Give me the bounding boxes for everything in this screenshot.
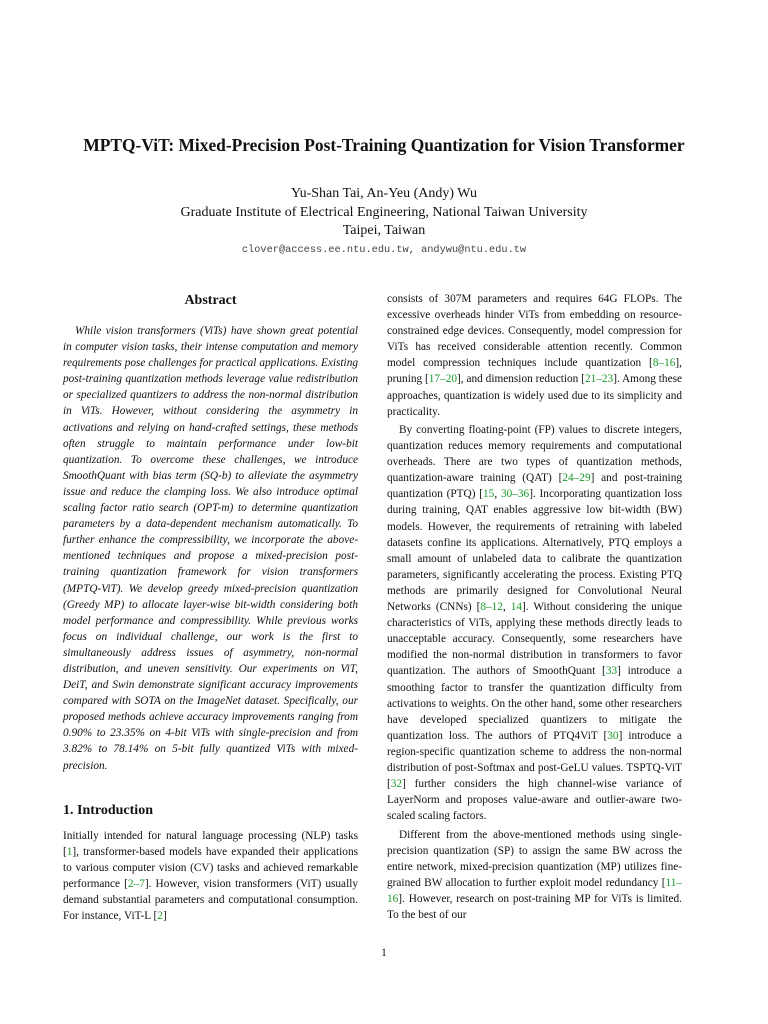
introduction-paragraph-1: Initially intended for natural language processing (NLP) tasks [1], transformer-based models have expanded their applications to various computer vision (CV) tasks and achieved remarkable performance [2–7]. However, vision transformers (ViT) usually demand substantial parameters and computational consumption. For instance, ViT-L [2]	[63, 830, 358, 923]
citation-link[interactable]: 17–20	[428, 373, 458, 386]
citation-link[interactable]: 33	[605, 665, 618, 678]
body-paragraph-2: By converting floating-point (FP) values to discrete integers, quantization reduces memory requirements and computational overheads. There are two types of quantization methods, quantization-aware training (QAT) [24–29] and post-training quantization (PTQ) [15, 30–36]. Incorporating quantization loss during training, QAT enables aggressive low bit-width (BW) models. However, the requirements of retraining with labeled datasets confine its applications. Alternatively, PTQ employs a small amount of unlabeled data to calibrate the quantization parameters, significantly accelerating the process. Existing PTQ methods are primarily designed for Convolutional Neural Networks (CNNs) [8–12, 14]. Without considering the unique characteristics of ViTs, applying these methods directly leads to unacceptable accuracy. Consequently, some researchers have modified the non-normal distribution in transformers to favor quantization. The authors of SmoothQuant [33] introduce a smoothing factor to transfer the quantization difficulty from activations to weights. On the other hand, some other researchers have developed specialized quantizers to mitigate the quantization loss. The authors of PTQ4ViT [30] introduce a region-specific quantization scheme to address the non-normal distribution of post-Softmax and post-GeLU values. TSPTQ-ViT [32] further considers the high channel-wise variance of LayerNorm and proposes value-aware and outlier-aware two-scaled scaling factors.	[387, 424, 682, 823]
body-paragraph-1: consists of 307M parameters and requires 64G FLOPs. The excessive overheads hinder ViTs from embedding on resource-constrained edge devices. Consequently, model compression for ViTs has received considerable attention recently. Common model compression techniques include quantization [8–16], pruning [17–20], and dimension reduction [21–23]. Among these approaches, quantization is widely used due to its simplicity and practicality.	[387, 293, 683, 418]
citation-link[interactable]: 32	[390, 778, 403, 791]
paper-location: Taipei, Taiwan	[342, 223, 426, 238]
citation-link[interactable]: 30–36	[500, 488, 530, 501]
abstract-text: While vision transformers (ViTs) have shown great potential in computer vision tasks, their intense computation and memory requirements pose challenges for practical applications. Existing post-training quantization methods leverage value redistribution or specialized quantizers to address the non-normal distribution in ViTs. However, without considering the asymmetry in activations and relying on hand-crafted settings, these methods often struggle to maintain performance under low-bit quantization. To overcome these challenges, we introduce SmoothQuant with bias term (SQ-b) to alleviate the asymmetry issue and reduce the clamping loss. We also introduce optimal scaling factor ratio search (OPT-m) to determine quantization parameters by a data-dependent mechanism automatically. To further enhance the compressibility, we incorporate the above-mentioned techniques and propose a mixed-precision post-training quantization framework for vision transformers (MPTQ-ViT). We develop greedy mixed-precision quantization (Greedy MP) to allocate layer-wise bit-width considering both model performance and compressibility. While previous works focus on individual challenge, our work is the first to simultaneously address issues of asymmetry, non-normal distribution, and uneven sensitivity. Our experiments on ViT, DeiT, and Swin demonstrate significant accuracy improvements compared with SOTA on the ImageNet dataset. Specifically, our proposed methods achieve accuracy improvements ranging from 0.90% to 23.35% on 4-bit ViTs with single-precision and from 3.82% to 78.14% on 5-bit fully quantized ViTs with mixed-precision.	[63, 325, 358, 772]
citation-link[interactable]: 14	[510, 601, 523, 614]
citation-link[interactable]: 1	[66, 846, 73, 859]
page-number: 1	[381, 947, 387, 959]
citation-link[interactable]: 11–16	[387, 877, 682, 906]
citation-link[interactable]: 21–23	[584, 373, 614, 386]
paper-authors: Yu-Shan Tai, An-Yeu (Andy) Wu	[291, 186, 477, 201]
citation-link[interactable]: 8–16	[652, 357, 676, 370]
introduction-heading: 1. Introduction	[63, 803, 153, 818]
citation-link[interactable]: 24–29	[562, 472, 591, 485]
citation-link[interactable]: 2	[157, 910, 163, 923]
citation-link[interactable]: 30	[607, 729, 619, 742]
citation-link[interactable]: 8–12	[480, 601, 503, 614]
paper-emails: clover@access.ee.ntu.edu.tw, andywu@ntu.edu.tw	[241, 244, 527, 256]
paper-affiliation: Graduate Institute of Electrical Engineering, National Taiwan University	[180, 205, 588, 220]
citation-link[interactable]: 15	[483, 488, 495, 501]
citation-link[interactable]: 2–7	[127, 878, 145, 891]
paper-title: MPTQ-ViT: Mixed-Precision Post-Training Quantization for Vision Transformer	[83, 135, 685, 155]
abstract-heading: Abstract	[184, 293, 237, 308]
body-paragraph-3: Different from the above-mentioned methods using single-precision quantization (SP) to assign the same BW across the entire network, mixed-precision quantization (MP) utilizes fine-grained BW allocation to further exploit model redundancy [11–16]. However, research on post-training MP for ViTs is limited. To the best of our	[387, 829, 682, 922]
